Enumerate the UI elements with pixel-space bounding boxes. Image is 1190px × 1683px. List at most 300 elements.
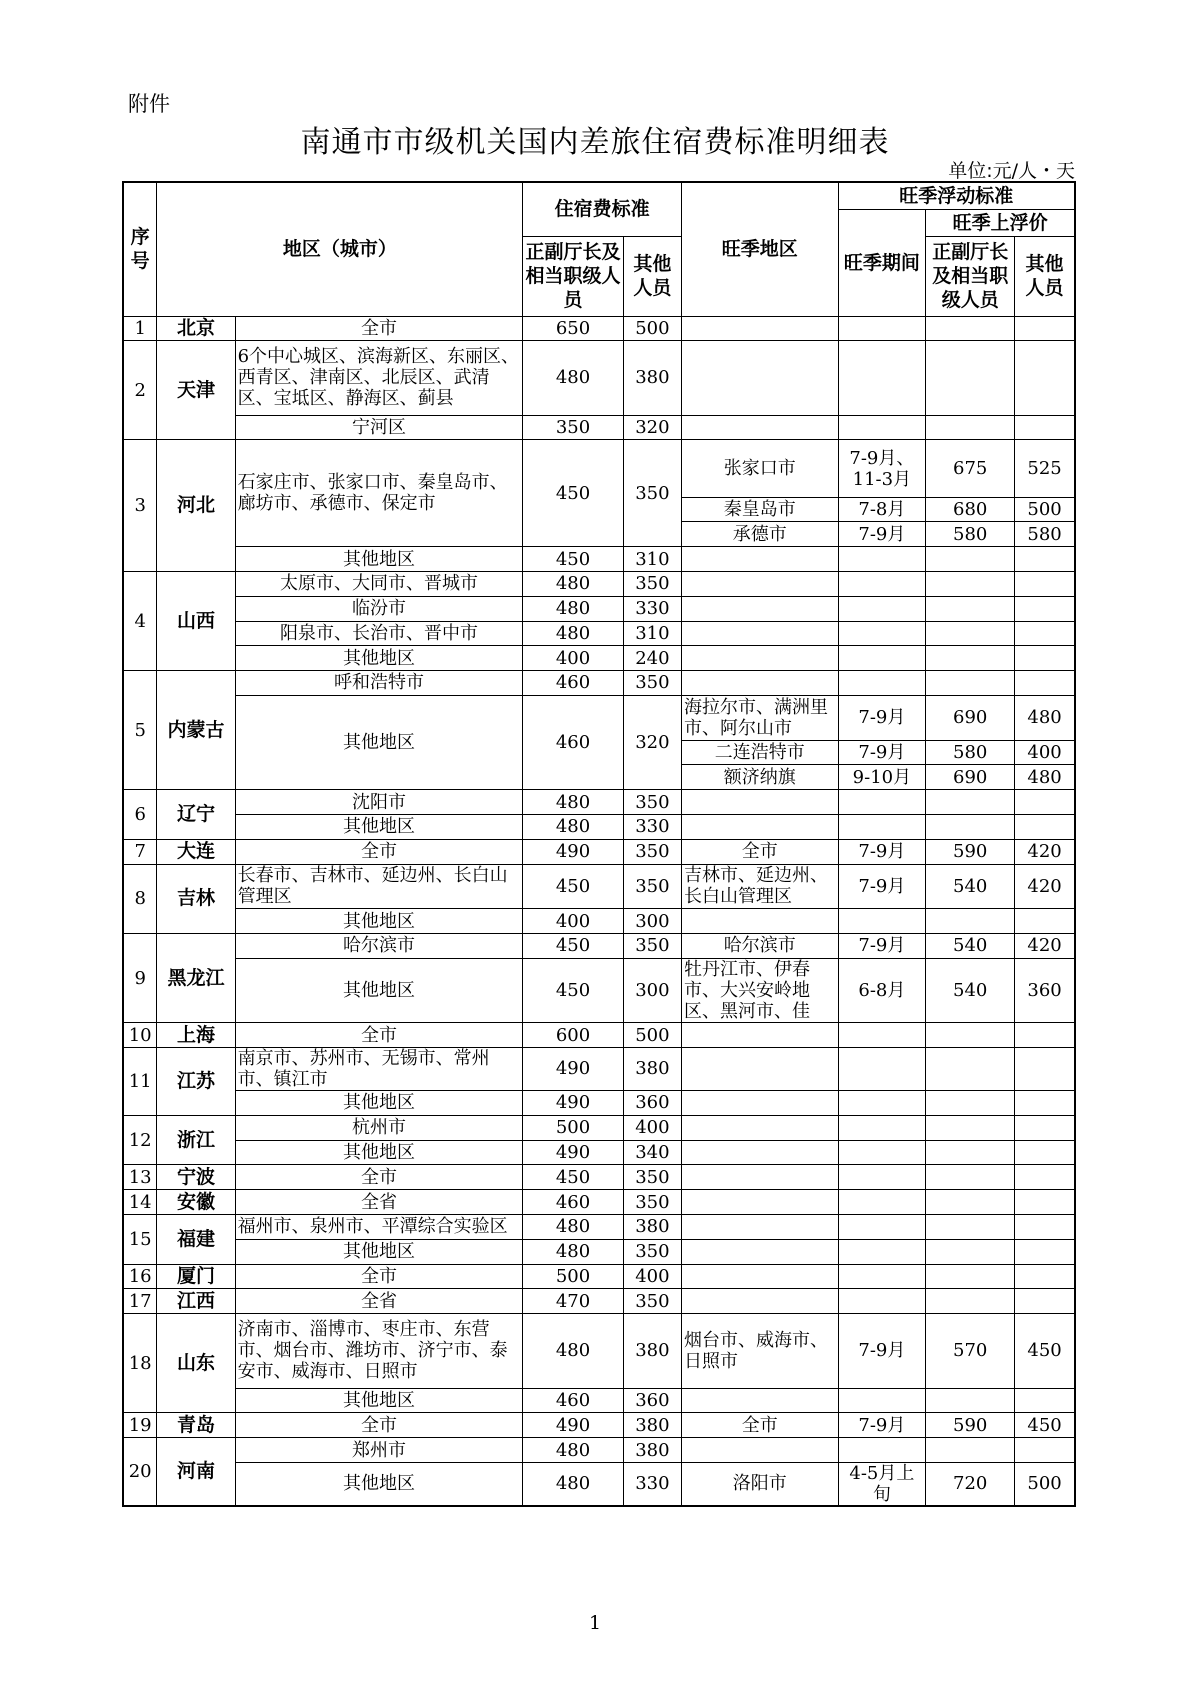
peak-senior-cell [926,1023,1015,1048]
peak-other-cell: 420 [1015,933,1075,958]
senior-rate-cell: 480 [523,1214,623,1239]
table-row [123,1165,1075,1190]
peak-area-cell [681,1438,838,1463]
peak-senior-cell [926,646,1015,671]
peak-area-cell [681,814,838,839]
peak-senior-cell [926,1190,1015,1215]
peak-period-cell: 7-8月 [838,497,926,522]
peak-area-cell [681,1140,838,1165]
peak-other-cell: 525 [1015,440,1075,497]
senior-rate-cell: 500 [523,1115,623,1140]
region-cell: 其他地区 [235,547,523,572]
table-row [123,1140,1075,1165]
seq-cell: 2 [123,341,157,440]
seq-cell: 8 [123,864,157,933]
peak-area-cell: 洛阳市 [681,1462,838,1506]
table-row [123,814,1075,839]
peak-other-cell [1015,1047,1075,1090]
other-rate-cell: 500 [623,316,681,341]
region-cell: 太原市、大同市、晋城市 [235,571,523,596]
province-cell: 福建 [157,1214,235,1264]
peak-senior-cell [926,1115,1015,1140]
peak-period-cell [838,646,926,671]
peak-senior-cell [926,909,1015,934]
province-cell: 上海 [157,1023,235,1048]
peak-senior-cell [926,1239,1015,1264]
table-row [123,1023,1075,1048]
other-rate-cell: 350 [623,790,681,815]
peak-senior-cell: 540 [926,864,1015,909]
province-cell: 大连 [157,839,235,864]
table-row [123,1090,1075,1115]
peak-other-cell [1015,790,1075,815]
other-rate-cell: 380 [623,1314,681,1388]
peak-senior-cell [926,1388,1015,1413]
senior-rate-cell: 480 [523,571,623,596]
seq-cell: 5 [123,671,157,790]
other-rate-cell: 380 [623,1214,681,1239]
region-cell: 其他地区 [235,1462,523,1506]
table-row [123,1314,1075,1388]
peak-period-cell [838,415,926,440]
unit-label: 单位:元/人・天 [948,160,1075,182]
peak-other-cell [1015,1165,1075,1190]
peak-senior-cell [926,341,1015,415]
peak-period-cell [838,1190,926,1215]
peak-senior-cell: 540 [926,958,1015,1022]
province-cell: 江苏 [157,1047,235,1115]
senior-rate-cell: 460 [523,695,623,789]
peak-area-cell: 秦皇岛市 [681,497,838,522]
province-cell: 青岛 [157,1413,235,1438]
table-row [123,547,1075,572]
peak-area-cell [681,909,838,934]
senior-rate-cell: 500 [523,1264,623,1289]
peak-senior-cell: 580 [926,522,1015,547]
senior-rate-cell: 470 [523,1289,623,1314]
peak-senior-cell: 690 [926,765,1015,790]
peak-senior-cell [926,1438,1015,1463]
seq-cell: 16 [123,1264,157,1289]
peak-area-cell: 全市 [681,1413,838,1438]
senior-rate-cell: 480 [523,621,623,646]
table-row [123,1239,1075,1264]
other-rate-cell: 350 [623,933,681,958]
province-cell: 江西 [157,1289,235,1314]
peak-period-cell [838,1264,926,1289]
peak-area-cell [681,1239,838,1264]
peak-area-cell: 烟台市、威海市、日照市 [681,1314,838,1388]
peak-other-cell: 580 [1015,522,1075,547]
peak-other-cell: 420 [1015,839,1075,864]
region-cell: 呼和浩特市 [235,671,523,696]
table-row [123,839,1075,864]
peak-area-cell [681,1165,838,1190]
table-row [123,621,1075,646]
peak-senior-cell: 675 [926,440,1015,497]
seq-cell: 9 [123,933,157,1022]
senior-rate-cell: 480 [523,341,623,415]
peak-area-cell [681,1023,838,1048]
other-rate-cell: 500 [623,1023,681,1048]
peak-area-cell [681,1047,838,1090]
senior-rate-cell: 480 [523,596,623,621]
region-cell: 其他地区 [235,958,523,1022]
peak-period-cell: 7-9月 [838,522,926,547]
peak-senior-cell [926,1289,1015,1314]
peak-senior-cell [926,571,1015,596]
peak-other-cell: 500 [1015,1462,1075,1506]
peak-other-cell [1015,596,1075,621]
other-rate-cell: 310 [623,621,681,646]
region-cell: 长春市、吉林市、延边州、长白山管理区 [235,864,523,909]
seq-cell: 7 [123,839,157,864]
province-cell: 厦门 [157,1264,235,1289]
peak-period-cell [838,814,926,839]
peak-senior-cell: 570 [926,1314,1015,1388]
peak-other-cell [1015,1289,1075,1314]
header-other: 其他人员 [623,236,681,316]
table-row [123,1438,1075,1463]
peak-period-cell: 7-9月、11-3月 [838,440,926,497]
peak-other-cell [1015,1214,1075,1239]
peak-period-cell [838,1115,926,1140]
region-cell: 沈阳市 [235,790,523,815]
peak-other-cell [1015,1090,1075,1115]
peak-senior-cell [926,1214,1015,1239]
peak-area-cell: 全市 [681,839,838,864]
peak-area-cell: 额济纳旗 [681,765,838,790]
peak-period-cell [838,1140,926,1165]
other-rate-cell: 330 [623,1462,681,1506]
region-cell: 临汾市 [235,596,523,621]
peak-period-cell: 7-9月 [838,740,926,765]
region-cell: 其他地区 [235,1388,523,1413]
region-cell: 济南市、淄博市、枣庄市、东营市、烟台市、潍坊市、济宁市、泰安市、威海市、日照市 [235,1314,523,1388]
peak-other-cell [1015,671,1075,696]
peak-period-cell: 7-9月 [838,695,926,740]
peak-other-cell [1015,1239,1075,1264]
other-rate-cell: 350 [623,1165,681,1190]
peak-other-cell [1015,415,1075,440]
peak-period-cell: 7-9月 [838,1314,926,1388]
peak-senior-cell: 580 [926,740,1015,765]
peak-period-cell [838,790,926,815]
province-cell: 辽宁 [157,790,235,840]
province-cell: 山东 [157,1314,235,1413]
region-cell: 全市 [235,316,523,341]
peak-area-cell [681,415,838,440]
peak-area-cell [681,621,838,646]
peak-period-cell [838,1023,926,1048]
peak-other-cell: 420 [1015,864,1075,909]
other-rate-cell: 400 [623,1264,681,1289]
table-row [123,909,1075,934]
peak-period-cell [838,547,926,572]
region-cell: 福州市、泉州市、平潭综合实验区 [235,1214,523,1239]
province-cell: 吉林 [157,864,235,933]
seq-cell: 18 [123,1314,157,1413]
table-row [123,933,1075,958]
senior-rate-cell: 450 [523,933,623,958]
region-cell: 全市 [235,1165,523,1190]
other-rate-cell: 350 [623,1190,681,1215]
table-row [123,864,1075,909]
region-cell: 全市 [235,1264,523,1289]
peak-other-cell: 480 [1015,765,1075,790]
other-rate-cell: 360 [623,1388,681,1413]
peak-other-cell: 450 [1015,1314,1075,1388]
peak-period-cell: 7-9月 [838,864,926,909]
peak-senior-cell [926,596,1015,621]
peak-other-cell [1015,646,1075,671]
peak-other-cell [1015,1264,1075,1289]
region-cell: 其他地区 [235,1239,523,1264]
peak-area-cell [681,1214,838,1239]
other-rate-cell: 350 [623,864,681,909]
page-number: 1 [588,1612,602,1634]
peak-senior-cell [926,1264,1015,1289]
table-row [123,646,1075,671]
peak-senior-cell [926,1047,1015,1090]
other-rate-cell: 320 [623,415,681,440]
other-rate-cell: 350 [623,1289,681,1314]
other-rate-cell: 350 [623,440,681,547]
peak-period-cell [838,341,926,415]
peak-senior-cell [926,1165,1015,1190]
peak-area-cell [681,547,838,572]
senior-rate-cell: 400 [523,909,623,934]
senior-rate-cell: 480 [523,1314,623,1388]
other-rate-cell: 320 [623,695,681,789]
peak-period-cell [838,596,926,621]
table-row [123,1047,1075,1090]
peak-area-cell: 二连浩特市 [681,740,838,765]
seq-cell: 3 [123,440,157,571]
seq-cell: 19 [123,1413,157,1438]
region-cell: 宁河区 [235,415,523,440]
region-cell: 全省 [235,1190,523,1215]
peak-area-cell [681,316,838,341]
province-cell: 北京 [157,316,235,341]
region-cell: 全市 [235,839,523,864]
peak-other-cell [1015,1388,1075,1413]
senior-rate-cell: 450 [523,547,623,572]
peak-area-cell: 哈尔滨市 [681,933,838,958]
other-rate-cell: 380 [623,341,681,415]
table-row [123,440,1075,497]
peak-other-cell [1015,316,1075,341]
other-rate-cell: 350 [623,1239,681,1264]
header-peak-float: 旺季浮动标准 [838,182,1075,209]
seq-cell: 14 [123,1190,157,1215]
peak-period-cell: 7-9月 [838,933,926,958]
peak-senior-cell [926,1090,1015,1115]
peak-area-cell [681,1289,838,1314]
other-rate-cell: 300 [623,909,681,934]
peak-period-cell: 7-9月 [838,839,926,864]
peak-period-cell [838,621,926,646]
table-row [123,1190,1075,1215]
peak-senior-cell [926,814,1015,839]
peak-senior-cell [926,621,1015,646]
region-cell: 全市 [235,1023,523,1048]
header-senior: 正副厅长及相当职级人员 [523,236,623,316]
senior-rate-cell: 480 [523,790,623,815]
peak-area-cell [681,671,838,696]
region-cell: 杭州市 [235,1115,523,1140]
table-row [123,695,1075,740]
region-cell: 郑州市 [235,1438,523,1463]
senior-rate-cell: 350 [523,415,623,440]
other-rate-cell: 380 [623,1047,681,1090]
peak-other-cell [1015,547,1075,572]
table-row [123,1214,1075,1239]
table-row [123,1413,1075,1438]
peak-senior-cell [926,671,1015,696]
table-row [123,596,1075,621]
peak-other-cell: 400 [1015,740,1075,765]
region-cell: 石家庄市、张家口市、秦皇岛市、廊坊市、承德市、保定市 [235,440,523,547]
lodging-standards-table [122,181,1076,1507]
peak-period-cell [838,1214,926,1239]
senior-rate-cell: 450 [523,958,623,1022]
other-rate-cell: 310 [623,547,681,572]
senior-rate-cell: 480 [523,1239,623,1264]
table-row [123,958,1075,1022]
peak-other-cell: 450 [1015,1413,1075,1438]
other-rate-cell: 350 [623,839,681,864]
peak-area-cell: 牡丹江市、伊春市、大兴安岭地区、黑河市、佳 [681,958,838,1022]
table-row [123,671,1075,696]
header-peak-upper: 旺季上浮价 [926,209,1075,236]
province-cell: 河北 [157,440,235,571]
peak-senior-cell: 590 [926,839,1015,864]
attachment-label: 附件 [128,92,170,116]
senior-rate-cell: 480 [523,814,623,839]
peak-other-cell [1015,1190,1075,1215]
province-cell: 宁波 [157,1165,235,1190]
peak-other-cell [1015,1023,1075,1048]
peak-area-cell [681,1264,838,1289]
peak-area-cell [681,1090,838,1115]
peak-other-cell [1015,1140,1075,1165]
table-row [123,341,1075,415]
peak-other-cell [1015,621,1075,646]
seq-cell: 4 [123,571,157,670]
senior-rate-cell: 650 [523,316,623,341]
senior-rate-cell: 490 [523,1140,623,1165]
peak-period-cell [838,1388,926,1413]
table-row [123,415,1075,440]
peak-senior-cell [926,316,1015,341]
peak-senior-cell: 590 [926,1413,1015,1438]
region-cell: 其他地区 [235,695,523,789]
other-rate-cell: 330 [623,596,681,621]
peak-other-cell [1015,1115,1075,1140]
table-row [123,1289,1075,1314]
peak-area-cell: 海拉尔市、满洲里市、阿尔山市 [681,695,838,740]
peak-other-cell: 360 [1015,958,1075,1022]
page-title: 南通市市级机关国内差旅住宿费标准明细表 [300,125,890,160]
peak-period-cell [838,571,926,596]
other-rate-cell: 360 [623,1090,681,1115]
seq-cell: 17 [123,1289,157,1314]
region-cell: 南京市、苏州市、无锡市、常州市、镇江市 [235,1047,523,1090]
table-row [123,1462,1075,1506]
province-cell: 内蒙古 [157,671,235,790]
table-row [123,571,1075,596]
other-rate-cell: 350 [623,571,681,596]
senior-rate-cell: 490 [523,1413,623,1438]
other-rate-cell: 380 [623,1438,681,1463]
peak-other-cell [1015,909,1075,934]
peak-area-cell [681,1115,838,1140]
province-cell: 河南 [157,1438,235,1506]
peak-area-cell [681,790,838,815]
other-rate-cell: 400 [623,1115,681,1140]
other-rate-cell: 240 [623,646,681,671]
peak-period-cell [838,671,926,696]
peak-senior-cell: 720 [926,1462,1015,1506]
peak-period-cell [838,1090,926,1115]
seq-cell: 1 [123,316,157,341]
peak-senior-cell [926,547,1015,572]
table-body [123,316,1075,1506]
seq-cell: 10 [123,1023,157,1048]
senior-rate-cell: 450 [523,440,623,547]
peak-other-cell [1015,571,1075,596]
peak-area-cell: 张家口市 [681,440,838,497]
header-region: 地区（城市） [157,182,523,316]
region-cell: 其他地区 [235,1090,523,1115]
peak-other-cell: 500 [1015,497,1075,522]
other-rate-cell: 300 [623,958,681,1022]
seq-cell: 15 [123,1214,157,1264]
senior-rate-cell: 600 [523,1023,623,1048]
senior-rate-cell: 490 [523,1047,623,1090]
peak-area-cell [681,1190,838,1215]
peak-other-cell [1015,814,1075,839]
header-peak-other: 其他人员 [1015,236,1075,316]
seq-cell: 20 [123,1438,157,1506]
peak-senior-cell [926,1140,1015,1165]
peak-senior-cell: 690 [926,695,1015,740]
peak-other-cell [1015,341,1075,415]
peak-area-cell: 承德市 [681,522,838,547]
peak-other-cell [1015,1438,1075,1463]
senior-rate-cell: 460 [523,1388,623,1413]
province-cell: 安徽 [157,1190,235,1215]
region-cell: 其他地区 [235,909,523,934]
province-cell: 天津 [157,341,235,440]
peak-period-cell: 9-10月 [838,765,926,790]
region-cell: 其他地区 [235,814,523,839]
peak-area-cell [681,646,838,671]
senior-rate-cell: 450 [523,1165,623,1190]
peak-period-cell [838,1438,926,1463]
senior-rate-cell: 460 [523,1190,623,1215]
region-cell: 阳泉市、长治市、晋中市 [235,621,523,646]
peak-senior-cell [926,415,1015,440]
header-seq: 序号 [123,182,157,316]
seq-cell: 13 [123,1165,157,1190]
other-rate-cell: 380 [623,1413,681,1438]
peak-period-cell [838,1289,926,1314]
senior-rate-cell: 450 [523,864,623,909]
table-row [123,1388,1075,1413]
header-peak-area: 旺季地区 [681,182,838,316]
